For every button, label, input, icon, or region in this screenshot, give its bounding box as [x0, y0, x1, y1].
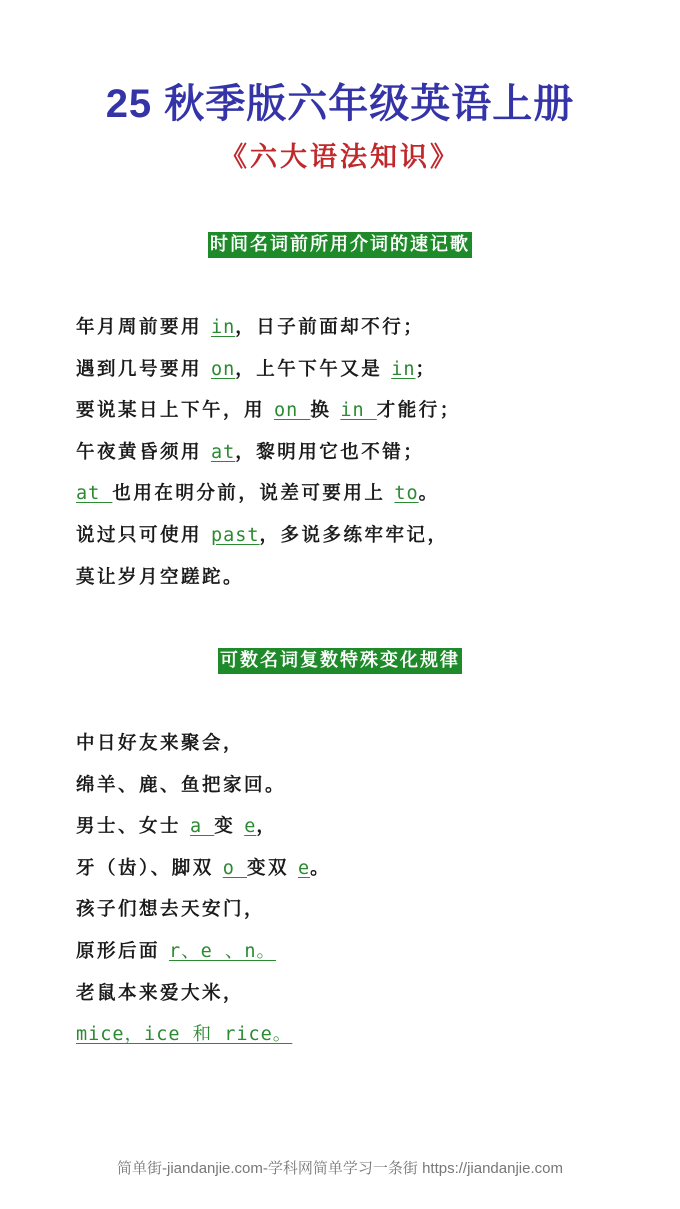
- rhyme-line: 莫让岁月空蹉跎。: [76, 566, 245, 588]
- rhyme-line: 说过只可使用 past，多说多练牢牢记，: [76, 524, 449, 546]
- plurals-rhyme: [76, 732, 331, 1065]
- rhyme-line: 男士、女士 a 变 e，: [76, 816, 278, 838]
- rhyme-line: at 也用在明分前，说差可要用上 to。: [76, 483, 440, 505]
- rhyme-line: 遇到几号要用 on，上午下午又是 in；: [76, 358, 437, 380]
- rhyme-line: 原形后面 r、e 、n。: [76, 940, 277, 962]
- page-title: 25 秋季版六年级英语上册: [105, 82, 575, 126]
- rhyme-line: 绵羊、鹿、鱼把家回。: [76, 774, 287, 796]
- section-heading-prepositions: [0, 232, 680, 258]
- section-heading-label: 可数名词复数特殊变化规律: [218, 648, 462, 674]
- rhyme-line: 牙（齿）、脚双 o 变双 e。: [76, 857, 332, 879]
- page-subtitle: 《六大语法知识》: [220, 142, 460, 173]
- rhyme-line: 年月周前要用 in，日子前面却不行；: [76, 317, 425, 338]
- rhyme-line: 中日好友来聚会，: [76, 733, 245, 754]
- rhyme-line: mice，ice 和 rice。: [76, 1024, 293, 1046]
- section-heading-plurals: [0, 648, 680, 674]
- rhyme-line: 要说某日上下午，用 on 换 in 才能行；: [76, 400, 461, 422]
- rhyme-line: 午夜黄昏须用 at，黎明用它也不错；: [76, 441, 425, 463]
- prepositions-rhyme: [76, 316, 461, 607]
- rhyme-line: 老鼠本来爱大米，: [76, 982, 245, 1004]
- section-heading-label: 时间名词前所用介词的速记歌: [208, 232, 472, 258]
- page-footer: 简单街-jiandanjie.com-学科网简单学习一条街 https://jiandanjie.com: [117, 1160, 563, 1177]
- rhyme-line: 孩子们想去天安门，: [76, 899, 266, 921]
